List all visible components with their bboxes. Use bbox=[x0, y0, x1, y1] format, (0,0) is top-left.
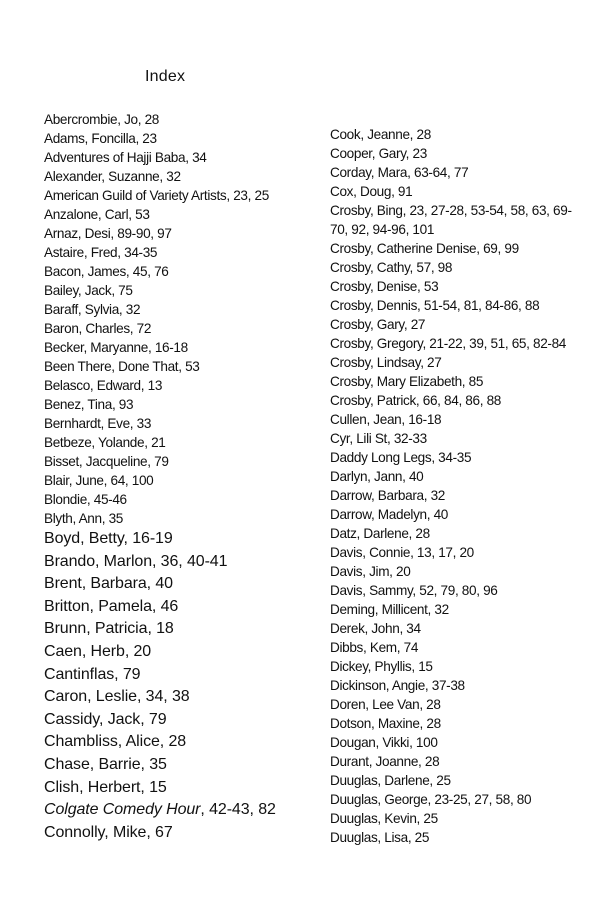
index-entry: Cook, Jeanne, 28 bbox=[330, 127, 431, 142]
index-entry: Davis, Jim, 20 bbox=[330, 564, 411, 579]
index-entry: Crosby, Patrick, 66, 84, 86, 88 bbox=[330, 393, 501, 408]
index-entry: Crosby, Lindsay, 27 bbox=[330, 355, 442, 370]
index-entry: Betbeze, Yolande, 21 bbox=[44, 435, 166, 450]
index-entry: Durant, Joanne, 28 bbox=[330, 754, 440, 769]
index-entry: Doren, Lee Van, 28 bbox=[330, 697, 441, 712]
index-entry: Baron, Charles, 72 bbox=[44, 321, 152, 336]
index-entry: Crosby, Mary Elizabeth, 85 bbox=[330, 374, 484, 389]
index-entry: Blondie, 45-46 bbox=[44, 492, 127, 507]
index-column-right bbox=[330, 125, 595, 847]
index-entry: Caen, Herb, 20 bbox=[44, 642, 152, 660]
index-entry: Clish, Herbert, 15 bbox=[44, 778, 167, 796]
index-entry: Cantinflas, 79 bbox=[44, 665, 141, 683]
index-entry: Davis, Sammy, 52, 79, 80, 96 bbox=[330, 583, 498, 598]
index-entry: Deming, Millicent, 32 bbox=[330, 602, 449, 617]
index-entry: Adventures of Hajji Baba, 34 bbox=[44, 150, 207, 165]
index-entry: Abercrombie, Jo, 28 bbox=[44, 112, 159, 127]
index-entry: Dibbs, Kem, 74 bbox=[330, 640, 419, 655]
index-entry: Datz, Darlene, 28 bbox=[330, 526, 430, 541]
index-entry: Crosby, Dennis, 51-54, 81, 84-86, 88 bbox=[330, 298, 540, 313]
index-entry: Crosby, Gregory, 21-22, 39, 51, 65, 82-84 bbox=[330, 336, 567, 351]
index-entry: Brunn, Patricia, 18 bbox=[44, 620, 174, 638]
index-entry: Crosby, Denise, 53 bbox=[330, 279, 439, 294]
index-entry: Cassidy, Jack, 79 bbox=[44, 710, 167, 728]
index-entry: Duuglas, Darlene, 25 bbox=[330, 773, 451, 788]
index-entry: Crosby, Gary, 27 bbox=[330, 317, 426, 332]
index-entry: Astaire, Fred, 34-35 bbox=[44, 245, 158, 260]
index-entry: Benez, Tina, 93 bbox=[44, 397, 134, 412]
index-entry-pages: , 42-43, 82 bbox=[200, 801, 276, 819]
index-entry: Bisset, Jacqueline, 79 bbox=[44, 454, 169, 469]
index-entry: Bailey, Jack, 75 bbox=[44, 283, 133, 298]
index-column-left bbox=[44, 110, 312, 844]
index-entry: Cooper, Gary, 23 bbox=[330, 146, 427, 161]
index-entry: Duuglas, Kevin, 25 bbox=[330, 811, 438, 826]
index-entry: Chase, Barrie, 35 bbox=[44, 755, 167, 773]
index-entry: Brent, Barbara, 40 bbox=[44, 575, 173, 593]
index-entry: Been There, Done That, 53 bbox=[44, 359, 200, 374]
index-entry: Blyth, Ann, 35 bbox=[44, 511, 123, 526]
index-entry: Britton, Pamela, 46 bbox=[44, 597, 179, 615]
index-entry: Baraff, Sylvia, 32 bbox=[44, 302, 141, 317]
index-entry bbox=[44, 799, 312, 822]
index-entry: Cox, Doug, 91 bbox=[330, 184, 413, 199]
index-entry: Chambliss, Alice, 28 bbox=[44, 733, 187, 751]
index-entry: Bernhardt, Eve, 33 bbox=[44, 416, 152, 431]
index-entry: Dougan, Vikki, 100 bbox=[330, 735, 438, 750]
index-entry: Blair, June, 64, 100 bbox=[44, 473, 154, 488]
index-entry: Dotson, Maxine, 28 bbox=[330, 716, 441, 731]
index-entry: Corday, Mara, 63-64, 77 bbox=[330, 165, 469, 180]
index-entry: Caron, Leslie, 34, 38 bbox=[44, 688, 190, 706]
index-entry: American Guild of Variety Artists, 23, 25 bbox=[44, 188, 269, 203]
index-entry: Davis, Connie, 13, 17, 20 bbox=[330, 545, 474, 560]
index-entry: Alexander, Suzanne, 32 bbox=[44, 169, 181, 184]
index-entry: Anzalone, Carl, 53 bbox=[44, 207, 150, 222]
index-entry: Belasco, Edward, 13 bbox=[44, 378, 163, 393]
index-entry: Crosby, Cathy, 57, 98 bbox=[330, 260, 453, 275]
index-entry: Darrow, Barbara, 32 bbox=[330, 488, 445, 503]
index-entry-title: Colgate Comedy Hour bbox=[44, 801, 201, 819]
index-entry: Daddy Long Legs, 34-35 bbox=[330, 450, 472, 465]
index-entry: Darlyn, Jann, 40 bbox=[330, 469, 424, 484]
page-title: Index bbox=[145, 68, 186, 85]
index-entry: Duuglas, Lisa, 25 bbox=[330, 830, 430, 845]
index-entry: Dickey, Phyllis, 15 bbox=[330, 659, 433, 674]
index-entry: Cyr, Lili St, 32-33 bbox=[330, 431, 427, 446]
index-entry: 70, 92, 94-96, 101 bbox=[330, 222, 435, 237]
index-entry: Boyd, Betty, 16-19 bbox=[44, 530, 173, 547]
index-entry: Crosby, Catherine Denise, 69, 99 bbox=[330, 241, 519, 256]
index-entry: Becker, Maryanne, 16-18 bbox=[44, 340, 188, 355]
index-entry: Brando, Marlon, 36, 40-41 bbox=[44, 552, 228, 570]
index-entry: Adams, Foncilla, 23 bbox=[44, 131, 157, 146]
index-entry: Derek, John, 34 bbox=[330, 621, 421, 636]
index-entry: Cullen, Jean, 16-18 bbox=[330, 412, 442, 427]
index-entry: Arnaz, Desi, 89-90, 97 bbox=[44, 226, 172, 241]
index-entry: Duuglas, George, 23-25, 27, 58, 80 bbox=[330, 792, 532, 807]
index-entry: Bacon, James, 45, 76 bbox=[44, 264, 169, 279]
index-entry: Connolly, Mike, 67 bbox=[44, 823, 173, 841]
index-entry: Darrow, Madelyn, 40 bbox=[330, 507, 449, 522]
index-entry: Dickinson, Angie, 37-38 bbox=[330, 678, 465, 693]
index-entry: Crosby, Bing, 23, 27-28, 53-54, 58, 63, 69- bbox=[330, 203, 572, 218]
